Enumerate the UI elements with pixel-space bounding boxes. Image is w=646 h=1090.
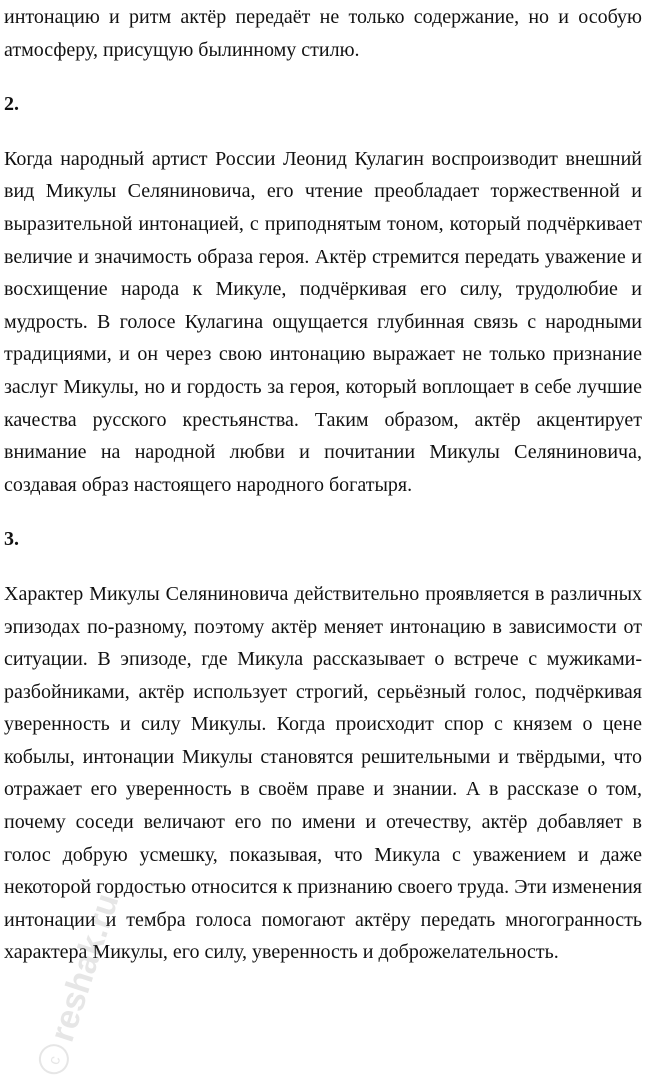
svg-text:c: c xyxy=(45,1054,65,1068)
section-3-paragraph: Характер Микулы Селяниновича действительно проявляется в различных эпизодах по-разному, поэтому актёр меняет интонацию в зависимости от ситуации. В эпизоде, где Микула рассказывает о встрече с мужиками-разбойниками, актёр использует строгий, серьёзный голос, подчёркивая уверенность и силу Микулы. Когда происходит спор с князем о цене кобылы, интонации Микулы становятся решительными и твёрдыми, что отражает его уверенность в своём праве и знании. А в рассказе о том, почему соседи величают его по имени и отечеству, актёр добавляет в голос добрую усмешку, показывая, что Микула с уважением и даже некоторой гордостью относится к признанию своего труда. Эти изменения интонации и тембра голоса помогают актёру передать многогранность характера Микулы, его силу, уверенность и доброжелательность. xyxy=(4,582,642,964)
intro-paragraph: интонацию и ритм актёр передаёт не только содержание, но и особую атмосферу, присущую былинному стилю. xyxy=(4,6,642,61)
watermark-text: reshak.ru xyxy=(42,888,127,1047)
section-2-heading: 2. xyxy=(4,93,19,116)
section-2-paragraph: Когда народный артист России Леонид Кулагин воспроизводит внешний вид Микулы Селяниновича, его чтение преобладает торжественной и выразительной интонацией, с приподнятым тоном, который подчёркивает величие и значимость образа героя. Актёр стремится передать уважение и восхищение народа к Микуле, подчёркивая его силу, трудолюбие и мудрость. В голосе Кулагина ощущается глубинная связь с народными традициями, и он через свою интонацию выражает не только признание заслуг Микулы, но и гордость за героя, который воплощает в себе лучшие качества русского крестьянства. Таким образом, актёр акцентирует внимание на народной любви и почитании Микулы Селяниновича, создавая образ настоящего народного богатыря. xyxy=(4,147,642,496)
section-3-heading: 3. xyxy=(4,528,19,551)
